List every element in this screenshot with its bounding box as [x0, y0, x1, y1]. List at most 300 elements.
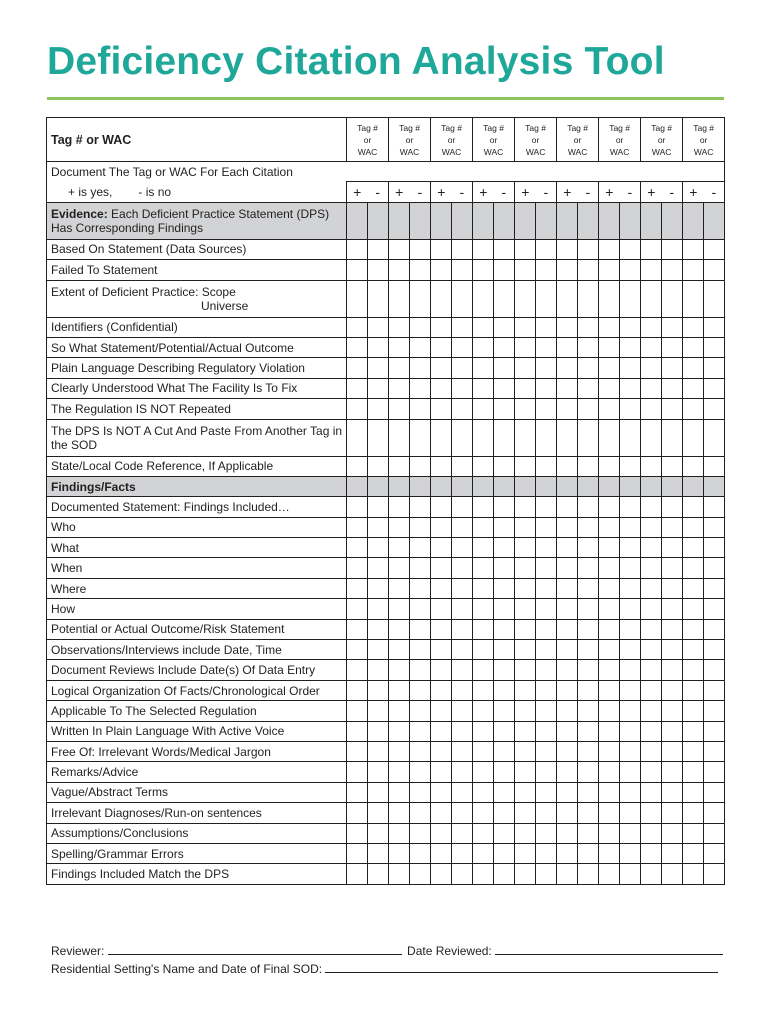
check-cell[interactable]: [473, 599, 494, 619]
check-cell[interactable]: [557, 260, 578, 280]
check-cell[interactable]: [557, 619, 578, 639]
check-cell[interactable]: [410, 640, 431, 660]
check-cell[interactable]: [662, 476, 683, 496]
check-cell[interactable]: [410, 864, 431, 884]
check-cell[interactable]: [599, 358, 620, 378]
check-cell[interactable]: [452, 782, 473, 802]
check-cell[interactable]: [431, 721, 452, 741]
check-cell[interactable]: [641, 399, 662, 419]
check-cell[interactable]: [452, 337, 473, 357]
check-cell[interactable]: [662, 762, 683, 782]
check-cell[interactable]: [620, 538, 641, 558]
check-cell[interactable]: [683, 317, 704, 337]
check-cell[interactable]: [536, 558, 557, 578]
check-cell[interactable]: [389, 337, 410, 357]
check-cell[interactable]: [389, 280, 410, 317]
check-cell[interactable]: [536, 280, 557, 317]
check-cell[interactable]: [662, 517, 683, 537]
check-cell[interactable]: [683, 741, 704, 761]
check-cell[interactable]: [368, 721, 389, 741]
check-cell[interactable]: [557, 558, 578, 578]
check-cell[interactable]: [368, 497, 389, 517]
check-cell[interactable]: [704, 317, 725, 337]
check-cell[interactable]: [578, 517, 599, 537]
check-cell[interactable]: [494, 578, 515, 598]
check-cell[interactable]: [452, 497, 473, 517]
check-cell[interactable]: [536, 741, 557, 761]
check-cell[interactable]: [536, 619, 557, 639]
check-cell[interactable]: [347, 517, 368, 537]
check-cell[interactable]: [410, 782, 431, 802]
check-cell[interactable]: [536, 701, 557, 721]
check-cell[interactable]: [662, 660, 683, 680]
check-cell[interactable]: [368, 660, 389, 680]
check-cell[interactable]: [599, 497, 620, 517]
check-cell[interactable]: [347, 538, 368, 558]
check-cell[interactable]: [494, 497, 515, 517]
check-cell[interactable]: [389, 762, 410, 782]
check-cell[interactable]: [557, 476, 578, 496]
check-cell[interactable]: [578, 640, 599, 660]
check-cell[interactable]: [599, 476, 620, 496]
check-cell[interactable]: [452, 803, 473, 823]
check-cell[interactable]: [620, 378, 641, 398]
check-cell[interactable]: [473, 640, 494, 660]
check-cell[interactable]: [578, 558, 599, 578]
check-cell[interactable]: [410, 497, 431, 517]
check-cell[interactable]: [452, 823, 473, 843]
check-cell[interactable]: [536, 456, 557, 476]
check-cell[interactable]: [620, 317, 641, 337]
check-cell[interactable]: [431, 578, 452, 598]
check-cell[interactable]: [662, 640, 683, 660]
check-cell[interactable]: [578, 476, 599, 496]
check-cell[interactable]: [620, 803, 641, 823]
check-cell[interactable]: [410, 578, 431, 598]
check-cell[interactable]: [536, 419, 557, 456]
check-cell[interactable]: [431, 538, 452, 558]
check-cell[interactable]: [641, 358, 662, 378]
check-cell[interactable]: [473, 701, 494, 721]
check-cell[interactable]: [389, 660, 410, 680]
check-cell[interactable]: [389, 317, 410, 337]
tag-column-header-8[interactable]: [641, 118, 683, 162]
check-cell[interactable]: [599, 803, 620, 823]
check-cell[interactable]: [620, 599, 641, 619]
check-cell[interactable]: [536, 337, 557, 357]
check-cell[interactable]: [704, 337, 725, 357]
check-cell[interactable]: [347, 640, 368, 660]
check-cell[interactable]: [410, 202, 431, 239]
check-cell[interactable]: [410, 517, 431, 537]
check-cell[interactable]: [662, 337, 683, 357]
check-cell[interactable]: [662, 202, 683, 239]
check-cell[interactable]: [662, 280, 683, 317]
check-cell[interactable]: [515, 358, 536, 378]
check-cell[interactable]: [473, 260, 494, 280]
check-cell[interactable]: [620, 741, 641, 761]
check-cell[interactable]: [431, 864, 452, 884]
check-cell[interactable]: [368, 823, 389, 843]
check-cell[interactable]: [347, 680, 368, 700]
check-cell[interactable]: [557, 843, 578, 863]
check-cell[interactable]: [431, 337, 452, 357]
check-cell[interactable]: [620, 762, 641, 782]
check-cell[interactable]: [662, 782, 683, 802]
check-cell[interactable]: [347, 803, 368, 823]
check-cell[interactable]: [452, 660, 473, 680]
check-cell[interactable]: [494, 476, 515, 496]
check-cell[interactable]: [641, 419, 662, 456]
check-cell[interactable]: [662, 721, 683, 741]
check-cell[interactable]: [599, 317, 620, 337]
check-cell[interactable]: [368, 741, 389, 761]
check-cell[interactable]: [599, 843, 620, 863]
check-cell[interactable]: [452, 280, 473, 317]
check-cell[interactable]: [620, 239, 641, 259]
check-cell[interactable]: [452, 517, 473, 537]
check-cell[interactable]: [620, 358, 641, 378]
tag-column-header-3[interactable]: [431, 118, 473, 162]
check-cell[interactable]: [683, 823, 704, 843]
check-cell[interactable]: [410, 456, 431, 476]
check-cell[interactable]: [515, 419, 536, 456]
check-cell[interactable]: [452, 762, 473, 782]
check-cell[interactable]: [515, 497, 536, 517]
check-cell[interactable]: [599, 517, 620, 537]
check-cell[interactable]: [452, 640, 473, 660]
check-cell[interactable]: [389, 782, 410, 802]
check-cell[interactable]: [494, 721, 515, 741]
check-cell[interactable]: [641, 538, 662, 558]
check-cell[interactable]: [641, 640, 662, 660]
check-cell[interactable]: [410, 823, 431, 843]
check-cell[interactable]: [452, 239, 473, 259]
check-cell[interactable]: [431, 280, 452, 317]
check-cell[interactable]: [536, 599, 557, 619]
check-cell[interactable]: [641, 578, 662, 598]
check-cell[interactable]: [599, 741, 620, 761]
check-cell[interactable]: [683, 260, 704, 280]
check-cell[interactable]: [368, 378, 389, 398]
check-cell[interactable]: [557, 741, 578, 761]
check-cell[interactable]: [494, 399, 515, 419]
check-cell[interactable]: [431, 803, 452, 823]
check-cell[interactable]: [557, 419, 578, 456]
check-cell[interactable]: [578, 456, 599, 476]
check-cell[interactable]: [347, 741, 368, 761]
check-cell[interactable]: [557, 456, 578, 476]
check-cell[interactable]: [431, 419, 452, 456]
check-cell[interactable]: [431, 640, 452, 660]
check-cell[interactable]: [620, 419, 641, 456]
check-cell[interactable]: [347, 578, 368, 598]
check-cell[interactable]: [452, 843, 473, 863]
check-cell[interactable]: [515, 202, 536, 239]
check-cell[interactable]: [473, 843, 494, 863]
check-cell[interactable]: [641, 558, 662, 578]
check-cell[interactable]: [473, 358, 494, 378]
check-cell[interactable]: [620, 843, 641, 863]
check-cell[interactable]: [557, 640, 578, 660]
check-cell[interactable]: [620, 864, 641, 884]
check-cell[interactable]: [599, 378, 620, 398]
check-cell[interactable]: [683, 239, 704, 259]
check-cell[interactable]: [620, 680, 641, 700]
check-cell[interactable]: [578, 680, 599, 700]
check-cell[interactable]: [599, 239, 620, 259]
check-cell[interactable]: [389, 843, 410, 863]
check-cell[interactable]: [347, 337, 368, 357]
check-cell[interactable]: [473, 741, 494, 761]
check-cell[interactable]: [620, 476, 641, 496]
check-cell[interactable]: [515, 517, 536, 537]
check-cell[interactable]: [410, 419, 431, 456]
check-cell[interactable]: [557, 578, 578, 598]
tag-column-header-2[interactable]: [389, 118, 431, 162]
check-cell[interactable]: [368, 640, 389, 660]
check-cell[interactable]: [473, 762, 494, 782]
check-cell[interactable]: [515, 803, 536, 823]
check-cell[interactable]: [410, 660, 431, 680]
check-cell[interactable]: [620, 578, 641, 598]
check-cell[interactable]: [368, 517, 389, 537]
check-cell[interactable]: [620, 721, 641, 741]
check-cell[interactable]: [536, 497, 557, 517]
check-cell[interactable]: [452, 538, 473, 558]
check-cell[interactable]: [347, 260, 368, 280]
check-cell[interactable]: [473, 823, 494, 843]
check-cell[interactable]: [683, 517, 704, 537]
check-cell[interactable]: [599, 701, 620, 721]
check-cell[interactable]: [704, 358, 725, 378]
check-cell[interactable]: [473, 864, 494, 884]
check-cell[interactable]: [368, 680, 389, 700]
check-cell[interactable]: [704, 280, 725, 317]
check-cell[interactable]: [704, 599, 725, 619]
setting-field[interactable]: [325, 963, 718, 973]
check-cell[interactable]: [473, 476, 494, 496]
check-cell[interactable]: [515, 619, 536, 639]
check-cell[interactable]: [515, 701, 536, 721]
check-cell[interactable]: [599, 337, 620, 357]
check-cell[interactable]: [704, 260, 725, 280]
check-cell[interactable]: [410, 680, 431, 700]
check-cell[interactable]: [515, 640, 536, 660]
check-cell[interactable]: [578, 280, 599, 317]
check-cell[interactable]: [452, 619, 473, 639]
check-cell[interactable]: [683, 558, 704, 578]
check-cell[interactable]: [431, 476, 452, 496]
check-cell[interactable]: [347, 399, 368, 419]
check-cell[interactable]: [452, 721, 473, 741]
check-cell[interactable]: [536, 578, 557, 598]
check-cell[interactable]: [662, 701, 683, 721]
check-cell[interactable]: [704, 680, 725, 700]
check-cell[interactable]: [368, 456, 389, 476]
check-cell[interactable]: [452, 864, 473, 884]
check-cell[interactable]: [662, 399, 683, 419]
check-cell[interactable]: [557, 337, 578, 357]
check-cell[interactable]: [452, 741, 473, 761]
check-cell[interactable]: [599, 823, 620, 843]
check-cell[interactable]: [515, 456, 536, 476]
check-cell[interactable]: [620, 497, 641, 517]
check-cell[interactable]: [389, 239, 410, 259]
check-cell[interactable]: [578, 202, 599, 239]
check-cell[interactable]: [620, 660, 641, 680]
check-cell[interactable]: [641, 660, 662, 680]
check-cell[interactable]: [620, 782, 641, 802]
check-cell[interactable]: [368, 701, 389, 721]
check-cell[interactable]: [368, 399, 389, 419]
check-cell[interactable]: [536, 823, 557, 843]
check-cell[interactable]: [515, 680, 536, 700]
check-cell[interactable]: [494, 202, 515, 239]
check-cell[interactable]: [431, 782, 452, 802]
check-cell[interactable]: [410, 701, 431, 721]
check-cell[interactable]: [347, 782, 368, 802]
check-cell[interactable]: [578, 823, 599, 843]
check-cell[interactable]: [704, 538, 725, 558]
check-cell[interactable]: [515, 280, 536, 317]
check-cell[interactable]: [557, 762, 578, 782]
check-cell[interactable]: [473, 782, 494, 802]
check-cell[interactable]: [641, 517, 662, 537]
check-cell[interactable]: [494, 358, 515, 378]
check-cell[interactable]: [473, 337, 494, 357]
check-cell[interactable]: [662, 741, 683, 761]
check-cell[interactable]: [641, 317, 662, 337]
check-cell[interactable]: [473, 660, 494, 680]
check-cell[interactable]: [389, 476, 410, 496]
check-cell[interactable]: [494, 619, 515, 639]
check-cell[interactable]: [410, 337, 431, 357]
check-cell[interactable]: [515, 864, 536, 884]
check-cell[interactable]: [431, 701, 452, 721]
check-cell[interactable]: [662, 823, 683, 843]
check-cell[interactable]: [536, 378, 557, 398]
check-cell[interactable]: [368, 202, 389, 239]
check-cell[interactable]: [704, 497, 725, 517]
check-cell[interactable]: [620, 619, 641, 639]
check-cell[interactable]: [578, 578, 599, 598]
check-cell[interactable]: [536, 538, 557, 558]
check-cell[interactable]: [536, 721, 557, 741]
check-cell[interactable]: [578, 803, 599, 823]
check-cell[interactable]: [599, 721, 620, 741]
check-cell[interactable]: [662, 419, 683, 456]
check-cell[interactable]: [599, 782, 620, 802]
check-cell[interactable]: [389, 517, 410, 537]
check-cell[interactable]: [578, 843, 599, 863]
check-cell[interactable]: [578, 864, 599, 884]
check-cell[interactable]: [410, 399, 431, 419]
check-cell[interactable]: [641, 476, 662, 496]
check-cell[interactable]: [578, 741, 599, 761]
check-cell[interactable]: [452, 378, 473, 398]
check-cell[interactable]: [494, 260, 515, 280]
check-cell[interactable]: [536, 317, 557, 337]
check-cell[interactable]: [557, 864, 578, 884]
check-cell[interactable]: [473, 680, 494, 700]
check-cell[interactable]: [347, 864, 368, 884]
check-cell[interactable]: [473, 558, 494, 578]
check-cell[interactable]: [389, 399, 410, 419]
check-cell[interactable]: [368, 803, 389, 823]
check-cell[interactable]: [683, 782, 704, 802]
check-cell[interactable]: [704, 741, 725, 761]
check-cell[interactable]: [641, 202, 662, 239]
check-cell[interactable]: [578, 660, 599, 680]
check-cell[interactable]: [347, 823, 368, 843]
check-cell[interactable]: [578, 619, 599, 639]
check-cell[interactable]: [536, 399, 557, 419]
check-cell[interactable]: [620, 280, 641, 317]
check-cell[interactable]: [431, 843, 452, 863]
check-cell[interactable]: [557, 701, 578, 721]
check-cell[interactable]: [368, 317, 389, 337]
check-cell[interactable]: [599, 558, 620, 578]
check-cell[interactable]: [410, 378, 431, 398]
check-cell[interactable]: [536, 239, 557, 259]
check-cell[interactable]: [704, 419, 725, 456]
check-cell[interactable]: [515, 260, 536, 280]
check-cell[interactable]: [683, 538, 704, 558]
tag-column-header-7[interactable]: [599, 118, 641, 162]
tag-column-header-9[interactable]: [683, 118, 725, 162]
check-cell[interactable]: [389, 497, 410, 517]
check-cell[interactable]: [494, 660, 515, 680]
check-cell[interactable]: [452, 558, 473, 578]
check-cell[interactable]: [683, 762, 704, 782]
check-cell[interactable]: [704, 558, 725, 578]
check-cell[interactable]: [641, 260, 662, 280]
check-cell[interactable]: [515, 399, 536, 419]
check-cell[interactable]: [536, 782, 557, 802]
check-cell[interactable]: [704, 640, 725, 660]
check-cell[interactable]: [620, 337, 641, 357]
check-cell[interactable]: [368, 538, 389, 558]
check-cell[interactable]: [662, 358, 683, 378]
check-cell[interactable]: [452, 358, 473, 378]
check-cell[interactable]: [683, 419, 704, 456]
check-cell[interactable]: [557, 497, 578, 517]
check-cell[interactable]: [389, 260, 410, 280]
check-cell[interactable]: [410, 558, 431, 578]
check-cell[interactable]: [620, 558, 641, 578]
check-cell[interactable]: [683, 378, 704, 398]
check-cell[interactable]: [641, 701, 662, 721]
check-cell[interactable]: [389, 864, 410, 884]
check-cell[interactable]: [515, 599, 536, 619]
check-cell[interactable]: [389, 456, 410, 476]
check-cell[interactable]: [389, 721, 410, 741]
check-cell[interactable]: [536, 843, 557, 863]
check-cell[interactable]: [515, 741, 536, 761]
check-cell[interactable]: [494, 337, 515, 357]
check-cell[interactable]: [704, 578, 725, 598]
check-cell[interactable]: [599, 202, 620, 239]
check-cell[interactable]: [662, 378, 683, 398]
check-cell[interactable]: [557, 358, 578, 378]
check-cell[interactable]: [683, 721, 704, 741]
check-cell[interactable]: [368, 864, 389, 884]
check-cell[interactable]: [431, 741, 452, 761]
check-cell[interactable]: [599, 260, 620, 280]
check-cell[interactable]: [578, 239, 599, 259]
check-cell[interactable]: [347, 843, 368, 863]
